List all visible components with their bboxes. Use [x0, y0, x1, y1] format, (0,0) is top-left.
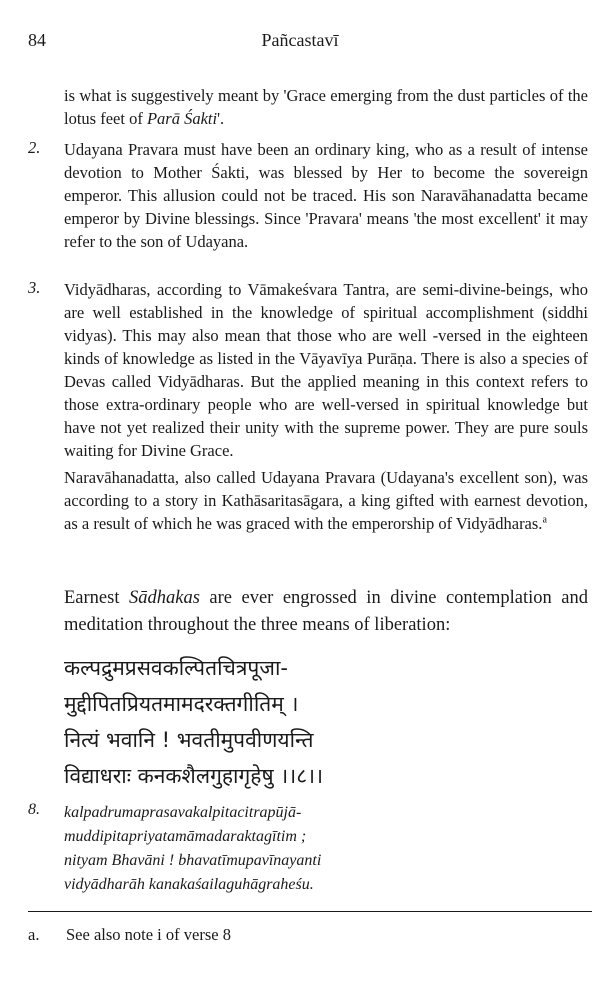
verse-line: कल्पद्रुमप्रसवकल्पितचित्रपूजा-	[64, 656, 288, 680]
verse-transliteration	[64, 801, 564, 897]
continuation-paragraph	[64, 84, 588, 130]
verse-intro-lead: Earnest	[64, 588, 129, 608]
verse-intro-rest: are ever engrossed in divine contemplation and meditation throughout the three means of liberation:	[64, 588, 588, 635]
transliteration-line: vidyādharāh kanakaśailaguhāgraheśu.	[64, 876, 314, 893]
continuation-end: '.	[217, 109, 225, 128]
transliteration-line: muddipitapriyatamāmadaraktagītim ;	[64, 828, 307, 845]
continuation-text: is what is suggestively meant by 'Grace emerging from the dust particles of the lotus feet of	[64, 86, 588, 128]
footnote-text: See also note i of verse 8	[66, 925, 231, 944]
verse-number: 8.	[28, 801, 40, 818]
verse-line: विद्याधराः कनकशैलगुहागृहेषु ।।८।।	[64, 764, 324, 788]
verse-introduction	[64, 585, 588, 639]
footnote-divider	[28, 911, 592, 912]
note-paragraph	[64, 466, 588, 535]
footnote-marker: a.	[28, 925, 40, 944]
page-number: 84	[28, 30, 46, 50]
transliteration-line: nityam Bhavāni ! bhavatīmupavīnayanti	[64, 852, 322, 869]
note-body	[64, 278, 588, 535]
footnote-reference: a	[542, 514, 547, 526]
note-paragraph: Vidyādharas, according to Vāmakeśvara Tantra, are semi-divine-beings, who are well established in the knowledge of spiritual accomplishment (siddhi vidyas). This may also mean that those who are well -versed in the eighteen kinds of knowledge as listed in the Vāyavīya Purāṇa. There is also a species of Devas called Vidyādharas. But the applied meaning in this context refers to those extra-ordinary people who are well-versed in spiritual knowledge but have not yet realized their unity with the supreme power. They are pure souls waiting for Divine Grace.	[64, 280, 588, 460]
running-title: Pañcastavī	[261, 30, 339, 50]
continuation-italic: Parā Śakti	[146, 109, 218, 128]
note-paragraph: Udayana Pravara must have been an ordinary king, who as a result of intense devotion to Mother Śakti, was blessed by Her to become the sovereign emperor. This allusion could not be traced. His son Naravāhanadatta became emperor by Divine blessings. Since 'Pravara' means 'the most excellent' it may refer to the son of Udayana.	[64, 140, 588, 251]
sanskrit-verse	[64, 650, 564, 794]
note-number: 3.	[28, 278, 41, 297]
verse-intro-italic: Sādhakas	[128, 588, 200, 608]
transliteration-line: kalpadrumaprasavakalpitacitrapūjā-	[64, 804, 302, 821]
note-paragraph-text: Naravāhanadatta, also called Udayana Pravara (Udayana's excellent son), was according to a story in Kathāsaritasāgara, a king gifted with earnest devotion, as a result of which he was graced with the emperorship of Vidyādharas.	[64, 468, 588, 533]
note-body	[64, 138, 588, 253]
verse-line: नित्यं भवानि ! भवतीमुपवीणयन्ति	[64, 728, 314, 752]
note-number: 2.	[28, 138, 41, 157]
page-header	[28, 30, 572, 54]
verse-line: मुद्दीपितप्रियतमामदरक्तगीतिम् ।	[64, 692, 299, 716]
footnote	[28, 925, 231, 945]
